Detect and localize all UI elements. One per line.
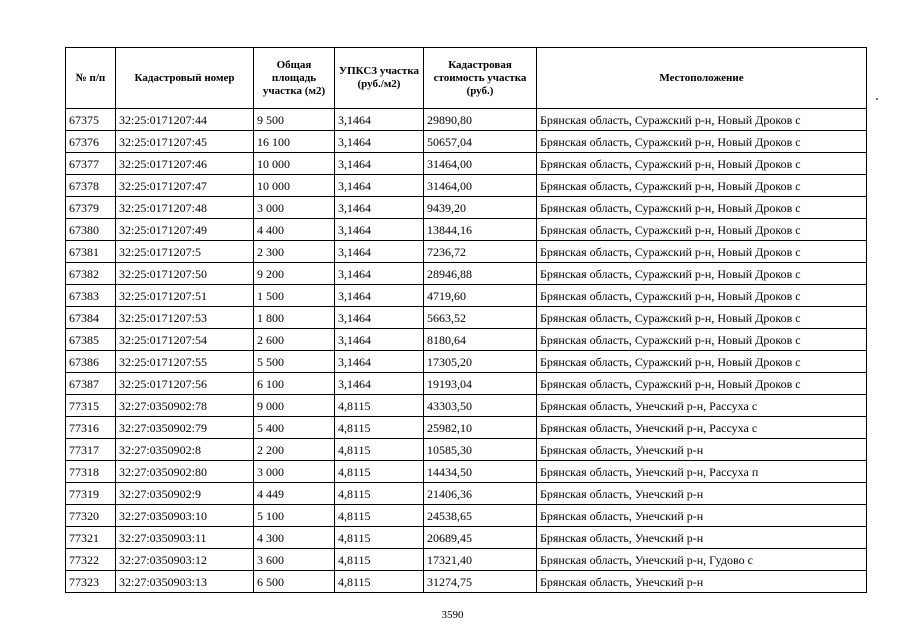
cell-row-number: 67382 <box>66 263 116 285</box>
table-row <box>66 527 867 549</box>
cell-total-area: 16 100 <box>254 131 335 153</box>
cell-cadastral-number: 32:27:0350903:11 <box>116 527 254 549</box>
cell-upksz: 3,1464 <box>335 153 424 175</box>
cell-row-number: 67381 <box>66 241 116 263</box>
table-row <box>66 549 867 571</box>
header-location: Местоположение <box>537 48 867 109</box>
cell-upksz: 3,1464 <box>335 241 424 263</box>
cell-cadastral-number: 32:25:0171207:50 <box>116 263 254 285</box>
cell-total-area: 2 300 <box>254 241 335 263</box>
cell-total-area: 6 100 <box>254 373 335 395</box>
cell-upksz: 3,1464 <box>335 263 424 285</box>
cell-cadastral-cost: 10585,30 <box>424 439 537 461</box>
cell-location: Брянская область, Суражский р-н, Новый Дроков с <box>537 219 867 241</box>
cell-cadastral-number: 32:27:0350902:78 <box>116 395 254 417</box>
cell-cadastral-number: 32:25:0171207:47 <box>116 175 254 197</box>
cell-upksz: 4,8115 <box>335 417 424 439</box>
page-number: 3590 <box>441 609 464 621</box>
cell-total-area: 3 000 <box>254 461 335 483</box>
table-row <box>66 219 867 241</box>
cell-cadastral-number: 32:27:0350903:10 <box>116 505 254 527</box>
cell-location: Брянская область, Суражский р-н, Новый Дроков с <box>537 109 867 131</box>
cell-cadastral-cost: 31274,75 <box>424 571 537 593</box>
table-row <box>66 483 867 505</box>
table-row <box>66 439 867 461</box>
table-body <box>66 109 867 593</box>
header-total-area: Общая площадь участка (м2) <box>254 48 335 109</box>
cell-upksz: 4,8115 <box>335 571 424 593</box>
cell-upksz: 4,8115 <box>335 461 424 483</box>
cell-location: Брянская область, Унечский р-н, Рассуха с <box>537 417 867 439</box>
cell-location: Брянская область, Суражский р-н, Новый Дроков с <box>537 197 867 219</box>
cell-cadastral-number: 32:25:0171207:5 <box>116 241 254 263</box>
cell-location: Брянская область, Суражский р-н, Новый Дроков с <box>537 153 867 175</box>
table-row <box>66 505 867 527</box>
cell-row-number: 67384 <box>66 307 116 329</box>
cell-row-number: 77315 <box>66 395 116 417</box>
cell-cadastral-cost: 20689,45 <box>424 527 537 549</box>
cell-total-area: 2 200 <box>254 439 335 461</box>
cell-cadastral-cost: 19193,04 <box>424 373 537 395</box>
cell-upksz: 4,8115 <box>335 505 424 527</box>
cell-total-area: 10 000 <box>254 153 335 175</box>
cell-location: Брянская область, Суражский р-н, Новый Дроков с <box>537 285 867 307</box>
cell-total-area: 4 449 <box>254 483 335 505</box>
cell-total-area: 3 000 <box>254 197 335 219</box>
cell-cadastral-number: 32:25:0171207:49 <box>116 219 254 241</box>
cell-cadastral-number: 32:25:0171207:45 <box>116 131 254 153</box>
cell-cadastral-cost: 50657,04 <box>424 131 537 153</box>
cell-row-number: 67378 <box>66 175 116 197</box>
cell-cadastral-cost: 31464,00 <box>424 153 537 175</box>
cell-total-area: 4 400 <box>254 219 335 241</box>
cell-upksz: 3,1464 <box>335 329 424 351</box>
cell-cadastral-cost: 17321,40 <box>424 549 537 571</box>
cell-total-area: 5 100 <box>254 505 335 527</box>
cell-cadastral-number: 32:25:0171207:44 <box>116 109 254 131</box>
table-row <box>66 571 867 593</box>
cell-upksz: 3,1464 <box>335 307 424 329</box>
cell-row-number: 77323 <box>66 571 116 593</box>
cell-total-area: 9 200 <box>254 263 335 285</box>
cell-total-area: 1 800 <box>254 307 335 329</box>
cell-cadastral-cost: 8180,64 <box>424 329 537 351</box>
table-row <box>66 109 867 131</box>
header-cadastral-number: Кадастровый номер <box>116 48 254 109</box>
cell-cadastral-cost: 14434,50 <box>424 461 537 483</box>
cell-cadastral-number: 32:25:0171207:46 <box>116 153 254 175</box>
cell-upksz: 4,8115 <box>335 549 424 571</box>
cell-cadastral-cost: 13844,16 <box>424 219 537 241</box>
cell-cadastral-number: 32:25:0171207:51 <box>116 285 254 307</box>
cell-upksz: 4,8115 <box>335 439 424 461</box>
table-row <box>66 263 867 285</box>
cadastral-table <box>65 47 867 593</box>
cell-row-number: 67385 <box>66 329 116 351</box>
cell-cadastral-cost: 28946,88 <box>424 263 537 285</box>
header-upksz: УПКСЗ участка (руб./м2) <box>335 48 424 109</box>
cell-cadastral-cost: 21406,36 <box>424 483 537 505</box>
cell-total-area: 5 400 <box>254 417 335 439</box>
cell-cadastral-cost: 4719,60 <box>424 285 537 307</box>
table-row <box>66 395 867 417</box>
table-row <box>66 241 867 263</box>
table-row <box>66 285 867 307</box>
table-row <box>66 351 867 373</box>
cell-row-number: 67380 <box>66 219 116 241</box>
cell-location: Брянская область, Суражский р-н, Новый Дроков с <box>537 329 867 351</box>
cell-upksz: 4,8115 <box>335 527 424 549</box>
table-row <box>66 175 867 197</box>
cell-total-area: 6 500 <box>254 571 335 593</box>
cell-cadastral-number: 32:27:0350902:80 <box>116 461 254 483</box>
cell-location: Брянская область, Унечский р-н <box>537 571 867 593</box>
cell-cadastral-number: 32:27:0350903:12 <box>116 549 254 571</box>
scan-artifact-dot <box>876 98 878 100</box>
cell-total-area: 9 500 <box>254 109 335 131</box>
cell-total-area: 2 600 <box>254 329 335 351</box>
cell-upksz: 4,8115 <box>335 395 424 417</box>
cell-cadastral-number: 32:25:0171207:56 <box>116 373 254 395</box>
cell-row-number: 67375 <box>66 109 116 131</box>
cell-location: Брянская область, Суражский р-н, Новый Дроков с <box>537 241 867 263</box>
cell-row-number: 77322 <box>66 549 116 571</box>
cell-location: Брянская область, Суражский р-н, Новый Дроков с <box>537 373 867 395</box>
cell-cadastral-cost: 24538,65 <box>424 505 537 527</box>
cell-location: Брянская область, Унечский р-н, Рассуха п <box>537 461 867 483</box>
cell-cadastral-cost: 9439,20 <box>424 197 537 219</box>
cell-upksz: 3,1464 <box>335 197 424 219</box>
cell-cadastral-cost: 25982,10 <box>424 417 537 439</box>
cell-row-number: 77319 <box>66 483 116 505</box>
cell-cadastral-number: 32:27:0350902:79 <box>116 417 254 439</box>
cell-upksz: 3,1464 <box>335 131 424 153</box>
cell-row-number: 77320 <box>66 505 116 527</box>
cell-location: Брянская область, Унечский р-н <box>537 483 867 505</box>
table-header-row <box>66 48 867 109</box>
cell-cadastral-number: 32:25:0171207:48 <box>116 197 254 219</box>
cell-cadastral-cost: 7236,72 <box>424 241 537 263</box>
header-row-number: № п/п <box>66 48 116 109</box>
cell-row-number: 77318 <box>66 461 116 483</box>
cell-upksz: 3,1464 <box>335 175 424 197</box>
cell-location: Брянская область, Суражский р-н, Новый Дроков с <box>537 175 867 197</box>
cell-upksz: 3,1464 <box>335 109 424 131</box>
cell-location: Брянская область, Суражский р-н, Новый Дроков с <box>537 351 867 373</box>
cell-row-number: 77316 <box>66 417 116 439</box>
cell-cadastral-cost: 43303,50 <box>424 395 537 417</box>
cell-cadastral-cost: 31464,00 <box>424 175 537 197</box>
cell-cadastral-number: 32:25:0171207:53 <box>116 307 254 329</box>
cell-location: Брянская область, Унечский р-н, Рассуха с <box>537 395 867 417</box>
table-row <box>66 461 867 483</box>
cell-upksz: 4,8115 <box>335 483 424 505</box>
table-row <box>66 417 867 439</box>
cell-row-number: 77317 <box>66 439 116 461</box>
table-row <box>66 329 867 351</box>
cell-cadastral-number: 32:25:0171207:55 <box>116 351 254 373</box>
cell-row-number: 67387 <box>66 373 116 395</box>
cell-total-area: 4 300 <box>254 527 335 549</box>
cell-cadastral-cost: 17305,20 <box>424 351 537 373</box>
cell-location: Брянская область, Суражский р-н, Новый Дроков с <box>537 307 867 329</box>
cell-location: Брянская область, Унечский р-н <box>537 527 867 549</box>
cell-total-area: 10 000 <box>254 175 335 197</box>
header-cadastral-cost: Кадастровая стоимость участка (руб.) <box>424 48 537 109</box>
cell-location: Брянская область, Унечский р-н <box>537 505 867 527</box>
cell-total-area: 1 500 <box>254 285 335 307</box>
cell-row-number: 67386 <box>66 351 116 373</box>
cell-total-area: 5 500 <box>254 351 335 373</box>
cell-location: Брянская область, Унечский р-н <box>537 439 867 461</box>
cell-cadastral-cost: 5663,52 <box>424 307 537 329</box>
cell-location: Брянская область, Суражский р-н, Новый Дроков с <box>537 263 867 285</box>
cell-row-number: 67379 <box>66 197 116 219</box>
cell-upksz: 3,1464 <box>335 219 424 241</box>
cell-upksz: 3,1464 <box>335 373 424 395</box>
cell-location: Брянская область, Суражский р-н, Новый Дроков с <box>537 131 867 153</box>
cell-cadastral-number: 32:27:0350902:9 <box>116 483 254 505</box>
table-row <box>66 373 867 395</box>
cell-total-area: 3 600 <box>254 549 335 571</box>
table-row <box>66 153 867 175</box>
cell-upksz: 3,1464 <box>335 285 424 307</box>
cell-row-number: 67377 <box>66 153 116 175</box>
cell-row-number: 67383 <box>66 285 116 307</box>
table-row <box>66 131 867 153</box>
cell-upksz: 3,1464 <box>335 351 424 373</box>
table-row <box>66 307 867 329</box>
cell-cadastral-number: 32:25:0171207:54 <box>116 329 254 351</box>
cell-cadastral-cost: 29890,80 <box>424 109 537 131</box>
cell-total-area: 9 000 <box>254 395 335 417</box>
cell-cadastral-number: 32:27:0350903:13 <box>116 571 254 593</box>
cell-cadastral-number: 32:27:0350902:8 <box>116 439 254 461</box>
cell-location: Брянская область, Унечский р-н, Гудово с <box>537 549 867 571</box>
cell-row-number: 77321 <box>66 527 116 549</box>
cell-row-number: 67376 <box>66 131 116 153</box>
table-row <box>66 197 867 219</box>
